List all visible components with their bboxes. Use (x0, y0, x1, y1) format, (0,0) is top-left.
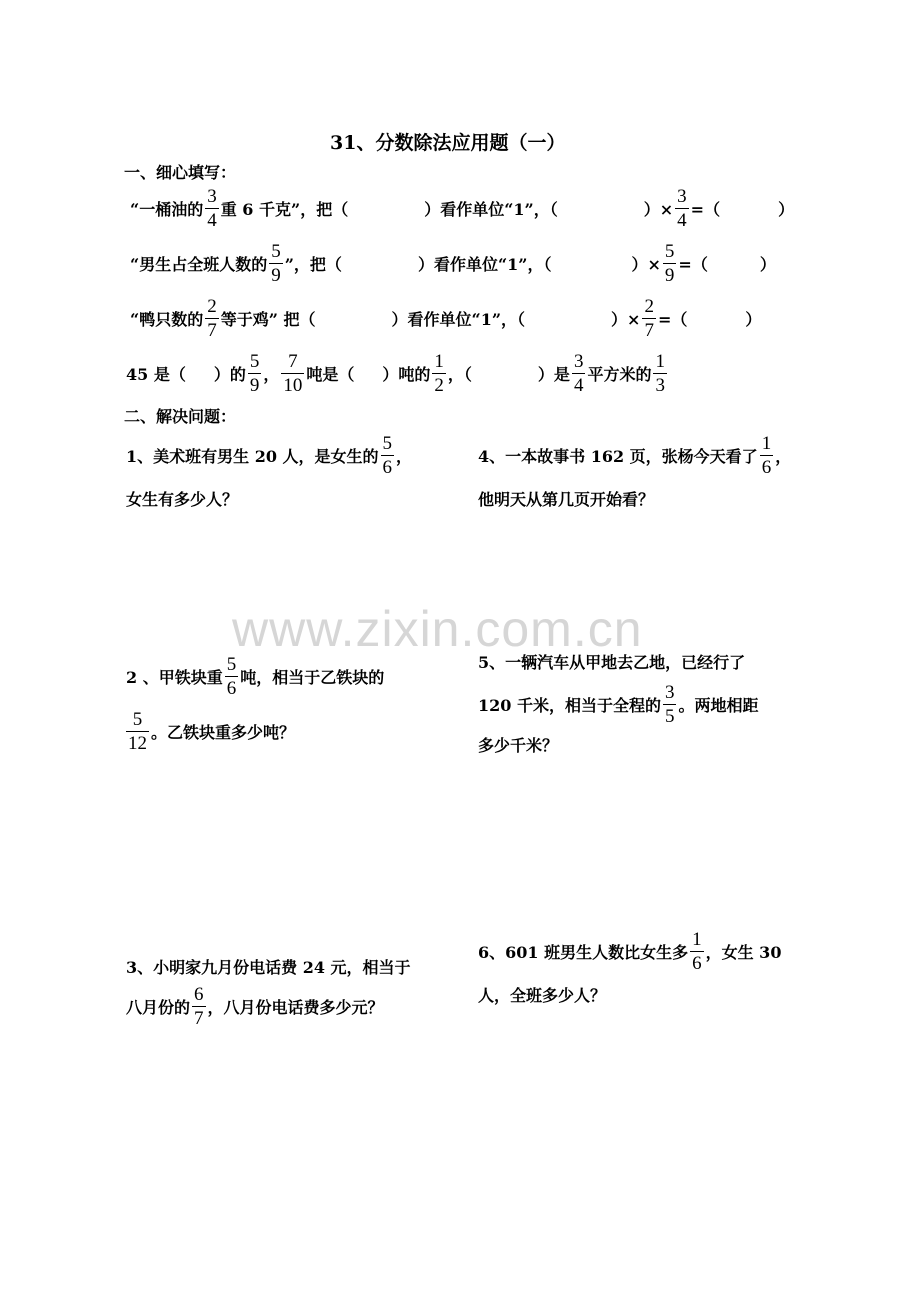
fill-text: ）× (643, 199, 674, 219)
fill-text: ） (745, 309, 762, 329)
fill-line-3 (130, 293, 761, 343)
denominator: 9 (271, 264, 281, 286)
problem-text: 1、美术班有男生 20 人，是女生的 (126, 446, 379, 466)
numerator: 1 (692, 928, 702, 950)
denominator: 6 (226, 677, 237, 699)
numerator: 1 (761, 432, 772, 454)
denominator: 7 (194, 1007, 204, 1029)
fill-text: ）看作单位“1”，（ (391, 309, 526, 329)
fraction-bar (248, 373, 262, 374)
fill-line-4 (126, 348, 669, 398)
problem-6-line-2 (478, 969, 606, 1019)
denominator: 7 (207, 319, 217, 341)
fraction (572, 352, 586, 395)
fraction-bar (269, 263, 283, 264)
fill-line-2 (130, 238, 776, 288)
fraction-bar (205, 208, 219, 209)
fill-text: ”，把（ (284, 254, 342, 274)
fill-text: 吨是（ (306, 364, 355, 384)
fraction (690, 930, 704, 973)
fill-text: “一桶油的 (130, 199, 204, 219)
problem-text: 3、小明家九月份电话费 24 元，相当于 (126, 957, 411, 977)
fill-text: ， (263, 364, 280, 384)
denominator: 5 (664, 705, 675, 727)
numerator: 5 (664, 240, 675, 262)
denominator: 9 (249, 374, 260, 396)
problem-3-line-2 (126, 981, 384, 1031)
problem-text: 女生有多少人？ (126, 489, 239, 509)
numerator: 3 (664, 681, 675, 703)
fraction (760, 434, 774, 477)
problem-1-line-2 (126, 473, 238, 523)
problem-text: 120 千米，相当于全程的 (478, 695, 661, 715)
numerator: 1 (434, 350, 444, 372)
numerator: 5 (271, 240, 281, 262)
problem-2-line-1 (126, 651, 384, 701)
fraction (205, 187, 219, 230)
fill-text: 45 是（ (126, 364, 186, 384)
fill-text: =（ (657, 309, 688, 329)
fill-text: ）的 (213, 364, 246, 384)
page-title: 31、分数除法应用题（一） (330, 132, 566, 154)
fraction-bar (675, 208, 689, 209)
fraction (225, 655, 239, 698)
problem-text: 八月份的 (126, 997, 191, 1017)
fraction-bar (663, 263, 677, 264)
problem-2-line-2 (124, 706, 295, 756)
fill-text: ）看作单位“1”，（ (417, 254, 552, 274)
numerator: 7 (288, 350, 298, 372)
section-problems-heading: 二、解决问题： (124, 407, 237, 426)
fraction (192, 985, 206, 1028)
problem-text: 。两地相距 (678, 695, 759, 715)
problem-text: 他明天从第几页开始看？ (478, 489, 655, 509)
fraction (642, 297, 656, 340)
fraction-bar (663, 704, 677, 705)
problem-text: ，女生 30 (705, 942, 782, 962)
fraction (126, 710, 149, 753)
fraction-bar (205, 318, 219, 319)
denominator: 4 (207, 209, 217, 231)
fraction-bar (653, 373, 667, 374)
denominator: 9 (664, 264, 675, 286)
fraction-bar (432, 373, 446, 374)
fraction-bar (192, 1006, 206, 1007)
denominator: 3 (655, 374, 665, 396)
fill-line-1 (130, 183, 794, 233)
numerator: 5 (226, 653, 237, 675)
problem-4-line-2 (478, 473, 654, 523)
numerator: 2 (207, 295, 217, 317)
fraction-bar (126, 731, 149, 732)
fraction (653, 352, 667, 395)
fraction-bar (381, 455, 395, 456)
numerator: 3 (573, 350, 584, 372)
numerator: 5 (382, 432, 393, 454)
numerator: 2 (644, 295, 654, 317)
fraction-bar (760, 455, 774, 456)
problem-text: 。乙铁块重多少吨？ (151, 722, 296, 742)
fill-text: ）看作单位“1”，（ (424, 199, 558, 219)
fill-text: “男生占全班人数的 (130, 254, 268, 274)
fraction (432, 352, 446, 395)
fill-text: 平方米的 (587, 364, 652, 384)
fill-text: ） (778, 199, 795, 219)
problem-5-line-3 (478, 719, 558, 769)
problem-text: 多少千米？ (478, 735, 559, 755)
fraction (248, 352, 262, 395)
watermark: www.zixin.com.cn (232, 601, 643, 657)
problem-text: 吨，相当于乙铁块的 (240, 667, 385, 687)
problem-text: 4、一本故事书 162 页，张杨今天看了 (478, 446, 758, 466)
fill-text: “鸭只数的 (130, 309, 204, 329)
numerator: 5 (132, 708, 143, 730)
fraction-bar (281, 373, 304, 374)
numerator: 3 (677, 185, 687, 207)
fill-text: 重 6 千克”，把（ (220, 199, 349, 219)
fraction-bar (225, 676, 239, 677)
numerator: 3 (207, 185, 217, 207)
fraction (663, 683, 677, 726)
fill-text: ）吨的 (382, 364, 431, 384)
fill-text: =（ (690, 199, 721, 219)
fraction-bar (690, 951, 704, 952)
problem-text: ，八月份电话费多少元？ (207, 997, 384, 1017)
denominator: 4 (573, 374, 584, 396)
fraction-bar (642, 318, 656, 319)
numerator: 5 (249, 350, 260, 372)
fraction (269, 242, 283, 285)
fraction (675, 187, 689, 230)
denominator: 10 (283, 374, 303, 396)
section-fill-heading: 一、细心填写： (124, 163, 237, 182)
numerator: 1 (655, 350, 665, 372)
denominator: 2 (434, 374, 444, 396)
numerator: 6 (194, 983, 204, 1005)
problem-text: ， (396, 446, 413, 466)
fraction (381, 434, 395, 477)
fill-text: ） (759, 254, 776, 274)
fill-text: ）× (631, 254, 661, 274)
denominator: 6 (761, 456, 772, 478)
denominator: 7 (644, 319, 654, 341)
fill-text: 等于鸡” 把（ (220, 309, 316, 329)
denominator: 6 (382, 456, 393, 478)
denominator: 6 (692, 952, 702, 974)
problem-text: 2 、甲铁块重 (126, 667, 223, 687)
fill-text: ）是 (537, 364, 570, 384)
problem-text: ， (775, 446, 792, 466)
fill-text: ）× (611, 309, 641, 329)
denominator: 4 (677, 209, 687, 231)
fraction-bar (572, 373, 586, 374)
problem-text: 人，全班多少人？ (478, 985, 607, 1005)
fraction (205, 297, 219, 340)
problem-text: 5、一辆汽车从甲地去乙地，已经行了 (478, 652, 746, 672)
fill-text: =（ (678, 254, 708, 274)
fraction (281, 352, 304, 395)
fill-text: ，（ (447, 364, 472, 384)
denominator: 12 (128, 732, 147, 754)
problem-text: 6、601 班男生人数比女生多 (478, 942, 689, 962)
fraction (663, 242, 677, 285)
